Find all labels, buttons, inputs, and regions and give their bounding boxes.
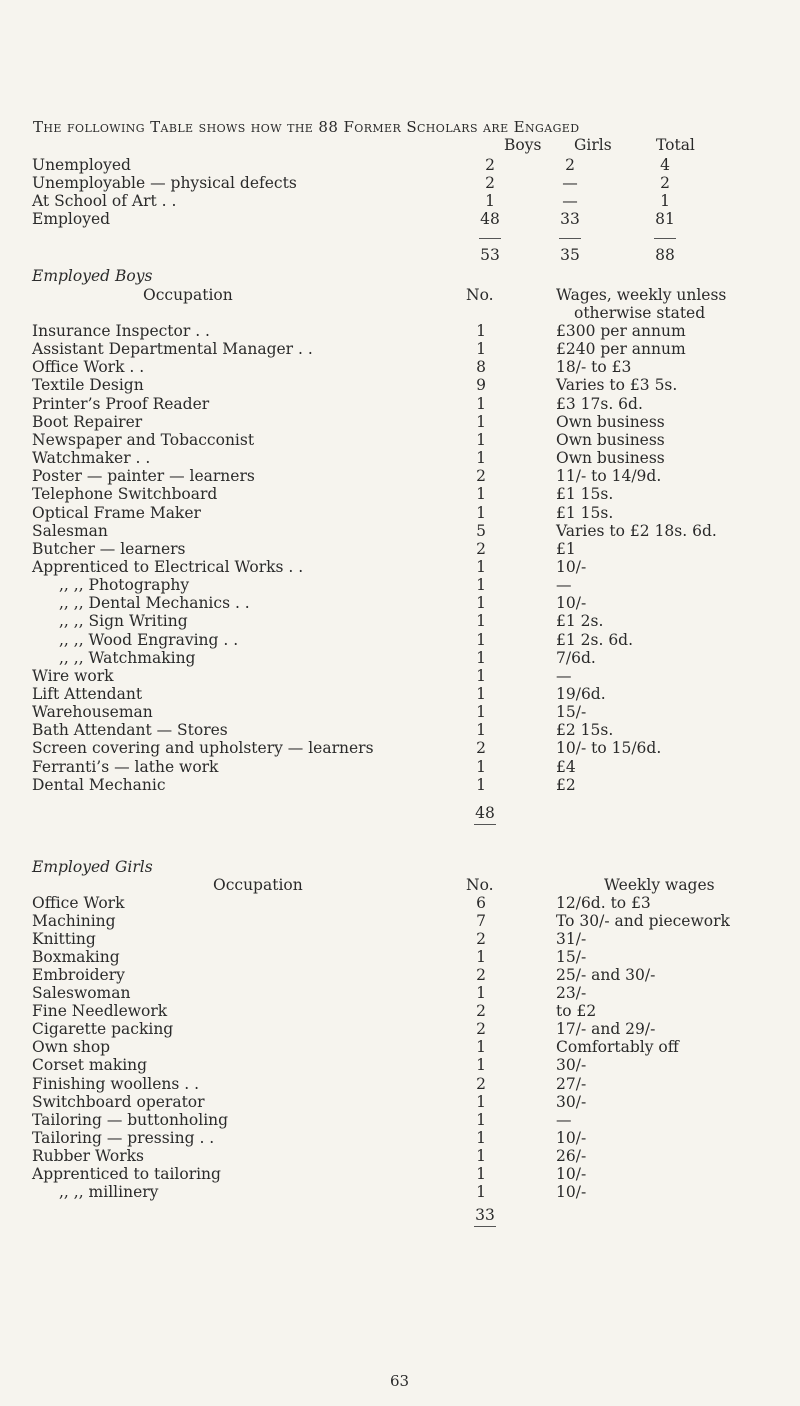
page-number: 63 [390,1372,410,1390]
occupation-cell: Tailoring — pressing . . [32,1128,215,1147]
wage-cell: £4 [556,757,576,776]
wage-cell: £1 15s. [556,485,614,504]
count-cell: 1 [476,984,486,1003]
summary-total-rule [559,238,581,239]
summary-total-value: 1 [660,192,670,210]
count-cell: 2 [476,1002,486,1021]
count-cell: 1 [476,394,486,413]
occupation-cell: Textile Design [32,376,144,395]
occupation-cell: Dental Mechanic [32,775,166,794]
wage-cell: 10/- [556,1182,587,1201]
count-cell: 1 [476,630,486,649]
occupation-cell: Finishing woollens . . [32,1074,200,1093]
occupation-cell: Poster — painter — learners [32,467,255,486]
wage-cell: £1 [556,539,576,558]
count-cell: 1 [476,721,486,740]
count-cell: 2 [476,739,486,758]
wage-cell: 10/- to 15/6d. [556,739,662,758]
summary-grand-total: 88 [655,246,675,264]
page-title: The following Table shows how the 88 Former Scholars are Engaged [33,118,580,136]
wage-cell: 10/- [556,557,587,576]
occupation-cell: Butcher — learners [32,539,186,558]
occupation-cell: Wire work [32,666,114,685]
wage-cell: £3 17s. 6d. [556,394,643,413]
count-cell: 7 [476,912,486,931]
occupation-cell: Switchboard operator [32,1092,205,1111]
count-cell: 8 [476,358,486,377]
wage-cell: Own business [556,412,665,431]
occupation-cell: Saleswoman [32,984,131,1003]
occupation-cell: Embroidery [32,966,125,985]
summary-col-header: Total [656,136,695,154]
wage-cell: 25/- and 30/- [556,966,656,985]
count-cell: 1 [476,1038,486,1057]
wage-cell: 7/6d. [556,648,596,667]
count-cell: 2 [476,467,486,486]
summary-boys-value: 48 [480,210,500,228]
occupation-header: Occupation [213,876,303,894]
summary-grand-total: 35 [560,246,580,264]
wage-cell: 18/- to £3 [556,358,632,377]
wage-cell: — [556,1110,572,1129]
count-cell: 1 [476,648,486,667]
occupation-cell: Office Work . . [32,358,145,377]
wage-cell: £2 [556,775,576,794]
boys-total: 48 [475,804,495,822]
count-cell: 1 [476,412,486,431]
count-cell: 1 [476,685,486,703]
count-cell: 1 [476,1110,486,1129]
count-cell: 2 [476,966,486,985]
wage-cell: Comfortably off [556,1038,679,1057]
summary-boys-value: 2 [485,174,495,192]
wage-cell: £240 per annum [556,340,686,359]
wage-cell: Own business [556,430,665,449]
count-cell: 5 [476,521,486,540]
summary-total-value: 81 [655,210,675,228]
summary-girls-value: — [562,174,578,192]
occupation-cell: Apprenticed to Electrical Works . . [32,557,304,576]
summary-total-rule [654,238,676,239]
count-cell: 1 [476,322,486,340]
occupation-cell: Optical Frame Maker [32,503,201,522]
count-cell: 1 [476,557,486,576]
summary-girls-value: — [562,192,578,210]
count-cell: 1 [476,775,486,794]
count-cell: 1 [476,576,486,595]
count-cell: 1 [476,449,486,468]
summary-girls-value: 33 [560,210,580,228]
count-cell: 1 [476,430,486,449]
wage-cell: — [556,666,572,685]
wage-cell: £1 15s. [556,503,614,522]
wages-header: otherwise stated [574,304,706,322]
count-cell: 2 [476,539,486,558]
count-cell: 2 [476,930,486,949]
wage-cell: 30/- [556,1092,587,1111]
occupation-cell: Own shop [32,1038,111,1057]
count-cell: 6 [476,894,486,912]
occupation-cell: Office Work [32,894,125,912]
occupation-cell: Bath Attendant — Stores [32,721,228,740]
wage-cell: 31/- [556,930,587,949]
wage-cell: 10/- [556,1164,587,1183]
count-cell: 1 [476,1182,486,1201]
wage-cell: to £2 [556,1002,597,1021]
summary-col-header: Boys [504,136,542,154]
girls-total: 33 [475,1206,495,1224]
wage-cell: 15/- [556,703,587,722]
occupation-cell: Lift Attendant [32,685,143,703]
summary-row-label: Employed [32,210,111,228]
summary-boys-value: 1 [485,192,495,210]
wage-cell: 15/- [556,948,587,967]
count-cell: 1 [476,703,486,722]
count-cell: 1 [476,503,486,522]
wage-cell: 19/6d. [556,685,606,703]
summary-row-label: At School of Art . . [32,192,177,210]
occupation-cell: Newspaper and Tobacconist [32,430,255,449]
occupation-cell: Watchmaker . . [32,449,151,468]
total-rule [474,1226,496,1227]
summary-row-label: Unemployable — physical defects [32,174,297,192]
wage-cell: £1 2s. [556,612,604,631]
count-cell: 1 [476,612,486,631]
occupation-cell: ,, ,, Wood Engraving . . [59,630,239,649]
count-cell: 1 [476,340,486,359]
occupation-cell: Knitting [32,930,96,949]
occupation-cell: Fine Needlework [32,1002,168,1021]
count-cell: 1 [476,485,486,504]
occupation-cell: ,, ,, millinery [59,1182,159,1201]
occupation-header: Occupation [143,286,233,304]
occupation-cell: ,, ,, Sign Writing [59,612,188,631]
section-title: Employed Girls [32,858,153,876]
occupation-cell: Insurance Inspector . . [32,322,210,340]
wages-header: Weekly wages [604,876,715,894]
wage-cell: To 30/- and piecework [556,912,730,931]
summary-girls-value: 2 [565,156,575,174]
wage-cell: Varies to £2 18s. 6d. [556,521,717,540]
summary-boys-value: 2 [485,156,495,174]
wage-cell: 12/6d. to £3 [556,894,651,912]
count-cell: 1 [476,1092,486,1111]
occupation-cell: Assistant Departmental Manager . . [32,340,313,359]
occupation-cell: ,, ,, Photography [59,576,190,595]
count-cell: 2 [476,1020,486,1039]
occupation-cell: Apprenticed to tailoring [32,1164,221,1183]
wages-header: Wages, weekly unless [556,286,727,304]
occupation-cell: Screen covering and upholstery — learners [32,739,374,758]
summary-col-header: Girls [574,136,612,154]
occupation-cell: Ferranti’s — lathe work [32,757,219,776]
summary-grand-total: 53 [480,246,500,264]
occupation-cell: Cigarette packing [32,1020,174,1039]
occupation-cell: Warehouseman [32,703,153,722]
wage-cell: Varies to £3 5s. [556,376,678,395]
wage-cell: 23/- [556,984,587,1003]
summary-total-value: 2 [660,174,670,192]
occupation-cell: Boot Repairer [32,412,143,431]
occupation-cell: Telephone Switchboard [32,485,218,504]
wage-cell: 26/- [556,1146,587,1165]
occupation-cell: Printer’s Proof Reader [32,394,210,413]
count-cell: 1 [476,1146,486,1165]
count-cell: 1 [476,1056,486,1075]
wage-cell: 11/- to 14/9d. [556,467,662,486]
wage-cell: 30/- [556,1056,587,1075]
count-cell: 9 [476,376,486,395]
wage-cell: 10/- [556,1128,587,1147]
count-cell: 1 [476,948,486,967]
occupation-cell: ,, ,, Dental Mechanics . . [59,594,250,613]
count-cell: 1 [476,757,486,776]
occupation-cell: Salesman [32,521,108,540]
summary-total-value: 4 [660,156,670,174]
number-header: No. [466,286,494,304]
occupation-cell: ,, ,, Watchmaking [59,648,196,667]
wage-cell: 27/- [556,1074,587,1093]
occupation-cell: Machining [32,912,116,931]
wage-cell: 17/- and 29/- [556,1020,656,1039]
count-cell: 1 [476,1128,486,1147]
occupation-cell: Rubber Works [32,1146,144,1165]
wage-cell: £1 2s. 6d. [556,630,634,649]
count-cell: 2 [476,1074,486,1093]
summary-row-label: Unemployed [32,156,131,174]
wage-cell: £2 15s. [556,721,614,740]
number-header: No. [466,876,494,894]
summary-total-rule [479,238,501,239]
wage-cell: — [556,576,572,595]
section-title: Employed Boys [32,267,153,285]
wage-cell: Own business [556,449,665,468]
occupation-cell: Boxmaking [32,948,120,967]
count-cell: 1 [476,666,486,685]
count-cell: 1 [476,1164,486,1183]
occupation-cell: Corset making [32,1056,148,1075]
occupation-cell: Tailoring — buttonholing [32,1110,229,1129]
total-rule [474,824,496,825]
wage-cell: 10/- [556,594,587,613]
count-cell: 1 [476,594,486,613]
wage-cell: £300 per annum [556,322,686,340]
